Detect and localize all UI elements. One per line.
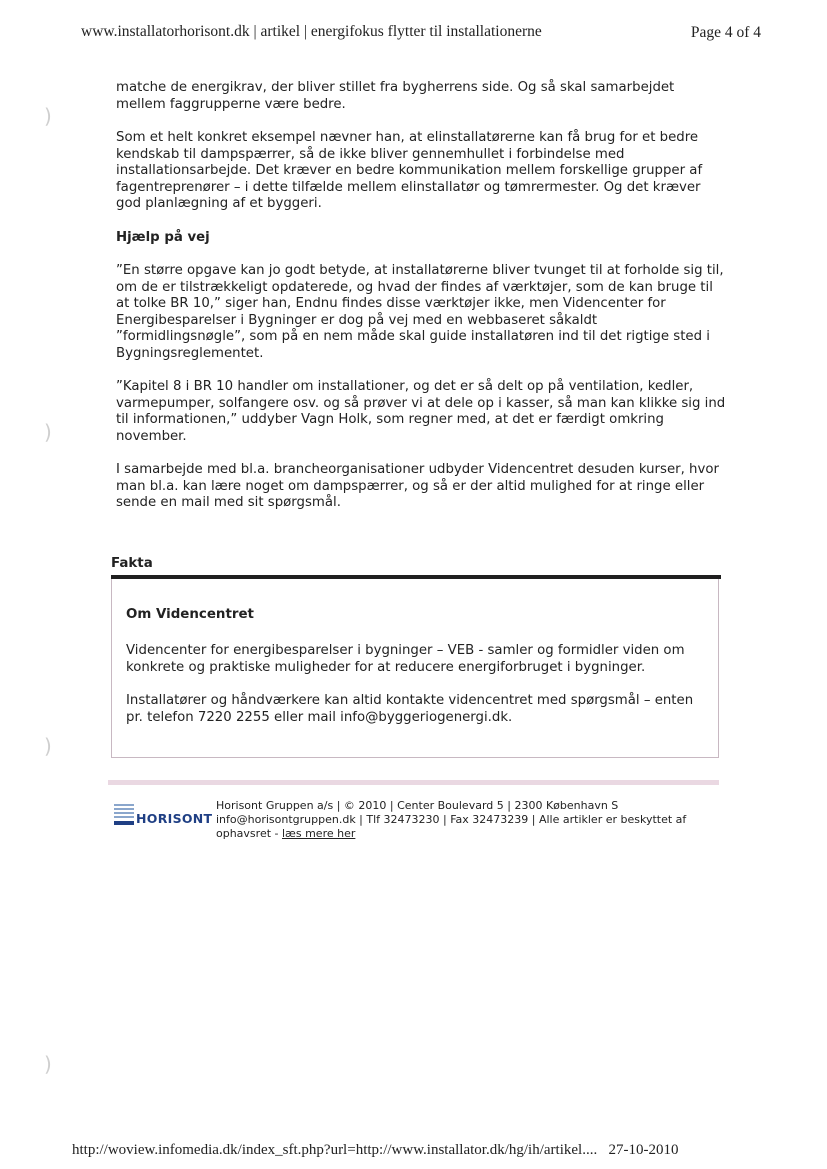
print-url: http://woview.infomedia.dk/index_sft.php?url=http://www.installator.dk/hg/ih/artikel.... <box>72 1142 598 1158</box>
article-paragraph-5: I samarbejde med bl.a. brancheorganisationer udbyder Videncentret desuden kurser, hvor man bl.a. kan lære noget om dampspærrer, og så er der altid mulighed for at ringe eller sende en mail med sit spørgsmål. <box>116 462 719 510</box>
logo-bar-icon <box>114 821 134 825</box>
fakta-paragraph-1: Videncenter for energibesparelser i bygninger – VEB - samler og formidler viden om konkrete og praktiske muligheder for at reducere energiforbruget i bygninger. <box>126 643 685 675</box>
publisher-line-2: info@horisontgruppen.dk | Tlf 32473230 | Fax 32473239 | Alle artikler er beskyttet af ophavsret - <box>216 813 687 840</box>
scan-mark-icon: ) <box>44 1052 52 1076</box>
header-source: www.installatorhorisont.dk | artikel | energifokus flytter til installationerne <box>81 23 542 40</box>
read-more-link[interactable]: læs mere her <box>282 827 356 840</box>
logo-text: HORISONT <box>136 811 213 826</box>
fakta-box <box>111 579 719 758</box>
fakta-content <box>126 606 706 742</box>
article-body <box>116 80 728 529</box>
logo-stripes-icon <box>114 804 134 820</box>
article-paragraph-2: Som et helt konkret eksempel nævner han, at elinstallatørerne kan få brug for et bedre kendskab til dampspærrer, så de ikke bliver gennemhullet i forbindelse med installationsarbejde. Det kræver en bedre kommunikation mellem forskellige grupper af fagentreprenører – i dette tilfælde mellem elinstallatør og tømrermester. Og det kræver god planlægning af et byggeri. <box>116 130 703 211</box>
article-paragraph-4: ”Kapitel 8 i BR 10 handler om installationer, og det er så delt op på ventilation, kedler, varmepumper, solfangere osv. og så prøver vi at dele op i kasser, så man kan klikke sig ind til informationen,” uddyber Vagn Holk, som regner med, at det er færdigt omkring november. <box>116 379 726 444</box>
article-paragraph-3: ”En større opgave kan jo godt betyde, at installatørerne bliver tvunget til at forholde sig til, om de er tilstrækkeligt opdaterede, og hvad der findes af værktøjer, som de kan bruge til at tolke BR 10,” siger han, Endnu findes disse værktøjer ikke, men Videncenter for Energibesparelser i Bygninger er dog på vej med en webbaseret såkaldt ”formidlingsnøgle”, som på en nem måde skal guide installatøren ind til det rigtige sted i Bygningsreglementet. <box>116 263 724 361</box>
fakta-title: Om Videncentret <box>126 607 254 622</box>
publisher-line-1: Horisont Gruppen a/s | © 2010 | Center Boulevard 5 | 2300 København S <box>216 799 619 812</box>
print-footer <box>72 1142 678 1159</box>
scan-mark-icon: ) <box>44 104 52 128</box>
fakta-paragraph-2: Installatører og håndværkere kan altid kontakte videncentret med spørgsmål – enten pr. telefon 7220 2255 eller mail info@byggeriogenergi.dk. <box>126 693 694 725</box>
article-paragraph-1: matche de energikrav, der bliver stillet fra bygherrens side. Og så skal samarbejdet mellem faggrupperne være bedre. <box>116 80 675 112</box>
horisont-logo <box>114 804 213 830</box>
fakta-label: Fakta <box>111 556 153 571</box>
scan-mark-icon: ) <box>44 734 52 758</box>
scan-mark-icon: ) <box>44 420 52 444</box>
footer-divider <box>108 780 719 785</box>
print-date: 27-10-2010 <box>608 1142 679 1158</box>
publisher-info <box>216 799 726 841</box>
page-number: Page 4 of 4 <box>690 24 761 41</box>
section-heading: Hjælp på vej <box>116 229 210 245</box>
